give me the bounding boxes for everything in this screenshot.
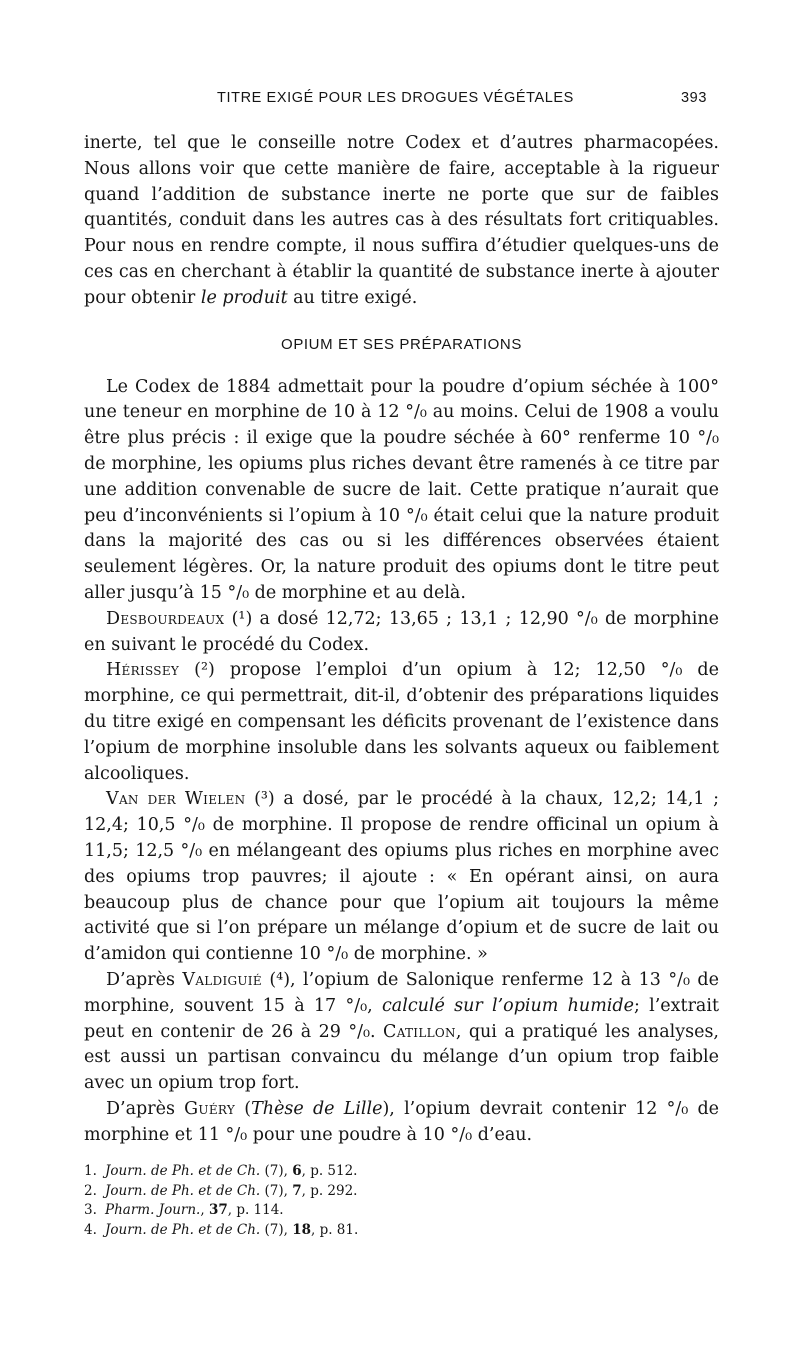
paragraph-herissey: Hérissey (²) propose l’emploi d’un opium à 12; 12,50 °/₀ de morphine, ce qui permettrait, dit-il, d’obtenir des préparations liquides du titre exigé en compensant les déficits provenant de l’existence dans l’opium de morphine insoluble dans les solvants aqueux ou faiblement alcooliques. bbox=[84, 660, 719, 784]
footnote: 4. Journ. de Ph. et de Ch. (7), 18, p. 81. bbox=[84, 1221, 719, 1241]
footnote: 2. Journ. de Ph. et de Ch. (7), 7, p. 292. bbox=[84, 1182, 719, 1202]
journal-title: Pharm. Journ. bbox=[105, 1202, 201, 1219]
footnote: 3. Pharm. Journ., 37, p. 114. bbox=[84, 1201, 719, 1221]
paragraph-codex: Le Codex de 1884 admettait pour la poudre d’opium séchée à 100° une teneur en morphine de 10 à 12 °/₀ au moins. Celui de 1908 a voulu être plus précis : il exige que la poudre séchée à 60° renferme 10 °/₀ de morphine, les opiums plus riches devant être ramenés à ce titre par une addition convenable de sucre de lait. Cette pratique n’aurait que peu d’inconvénients si l’opium à 10 °/₀ était celui que la nature produit dans la majorité des cas ou si les différences observées étaient seulement légères. Or, la nature produit des opiums dont le titre peut aller jusqu’à 15 °/₀ de morphine et au delà. bbox=[84, 376, 719, 603]
footnote-number: 1. bbox=[84, 1163, 97, 1180]
running-title: TITRE EXIGÉ POUR LES DROGUES VÉGÉTALES bbox=[217, 90, 574, 106]
section-title: OPIUM ET SES PRÉPARATIONS bbox=[281, 335, 522, 353]
emphasis: calculé sur l’opium humide bbox=[381, 995, 634, 1016]
volume: 18 bbox=[292, 1221, 311, 1238]
author-name: Catillon bbox=[383, 1021, 456, 1042]
footnote-ref: (⁴) bbox=[269, 969, 291, 990]
paragraph-desbourdeaux: Desbourdeaux (¹) a dosé 12,72; 13,65 ; 13,1 ; 12,90 °/₀ de morphine en suivant le procédé du Codex. bbox=[84, 608, 719, 655]
author-name: Desbourdeaux bbox=[106, 608, 225, 629]
emphasis: le produit bbox=[200, 287, 288, 308]
footnotes bbox=[84, 1162, 719, 1240]
paragraph-intro: inerte, tel que le conseille notre Codex et d’autres pharmacopées. Nous allons voir que cette manière de faire, acceptable à la rigueur quand l’addition de substance inerte ne porte que sur de faibles quantités, conduit dans les autres cas à des résultats fort critiquables. Pour nous en rendre compte, il nous suffira d’étudier quelques-uns de ces cas en cherchant à établir la quantité de substance inerte à ajouter pour obtenir le produit au titre exigé. bbox=[84, 133, 719, 308]
footnote-ref: (³) bbox=[254, 789, 275, 810]
footnote-number: 3. bbox=[84, 1202, 97, 1219]
footnote: 1. Journ. de Ph. et de Ch. (7), 6, p. 512. bbox=[84, 1162, 719, 1182]
journal-title: Journ. de Ph. et de Ch. bbox=[105, 1182, 261, 1199]
volume: 37 bbox=[208, 1202, 228, 1219]
paragraph-valdiguie: D’après Valdiguié (⁴), l’opium de Salonique renferme 12 à 13 °/₀ de morphine, souvent 15 à 17 °/₀, calculé sur l’opium humide; l’extrait peut en contenir de 26 à 29 °/₀. Catillon, qui a pratiqué les analyses, est aussi un partisan convaincu du mélange d’un opium trop faible avec un opium trop fort. bbox=[84, 969, 719, 1094]
author-name: Van der Wielen bbox=[106, 789, 246, 810]
volume: 7 bbox=[292, 1182, 302, 1199]
journal-title: Journ. de Ph. et de Ch. bbox=[105, 1163, 261, 1180]
author-name: Guéry bbox=[184, 1098, 236, 1119]
emphasis: Thèse de Lille bbox=[251, 1098, 383, 1119]
author-name: Valdiguié bbox=[182, 969, 262, 990]
footnote-number: 2. bbox=[84, 1182, 97, 1199]
footnote-number: 4. bbox=[84, 1221, 97, 1238]
footnote-ref: (²) bbox=[194, 660, 215, 681]
paragraph-guery: D’après Guéry (Thèse de Lille), l’opium devrait contenir 12 °/₀ de morphine et 11 °/₀ pour une poudre à 10 °/₀ d’eau. bbox=[84, 1098, 720, 1145]
page-number: 393 bbox=[681, 90, 707, 106]
footnote-ref: (¹) bbox=[231, 608, 253, 629]
running-header bbox=[84, 90, 707, 114]
author-name: Hérissey bbox=[106, 660, 180, 681]
volume: 6 bbox=[292, 1163, 302, 1180]
paragraph-van-der-wielen: Van der Wielen (³) a dosé, par le procédé à la chaux, 12,2; 14,1 ; 12,4; 10,5 °/₀ de morphine. Il propose de rendre officinal un opium à 11,5; 12,5 °/₀ en mélangeant des opiums plus riches en morphine avec des opiums trop pauvres; il ajoute : « En opérant ainsi, on aura beaucoup plus de chance pour que l’opium ait toujours la même activité que si l’on prépare un mélange d’opium et de sucre de lait ou d’amidon qui contienne 10 °/₀ de morphine. » bbox=[84, 789, 719, 965]
journal-title: Journ. de Ph. et de Ch. bbox=[105, 1221, 261, 1238]
page-body bbox=[84, 131, 719, 1240]
